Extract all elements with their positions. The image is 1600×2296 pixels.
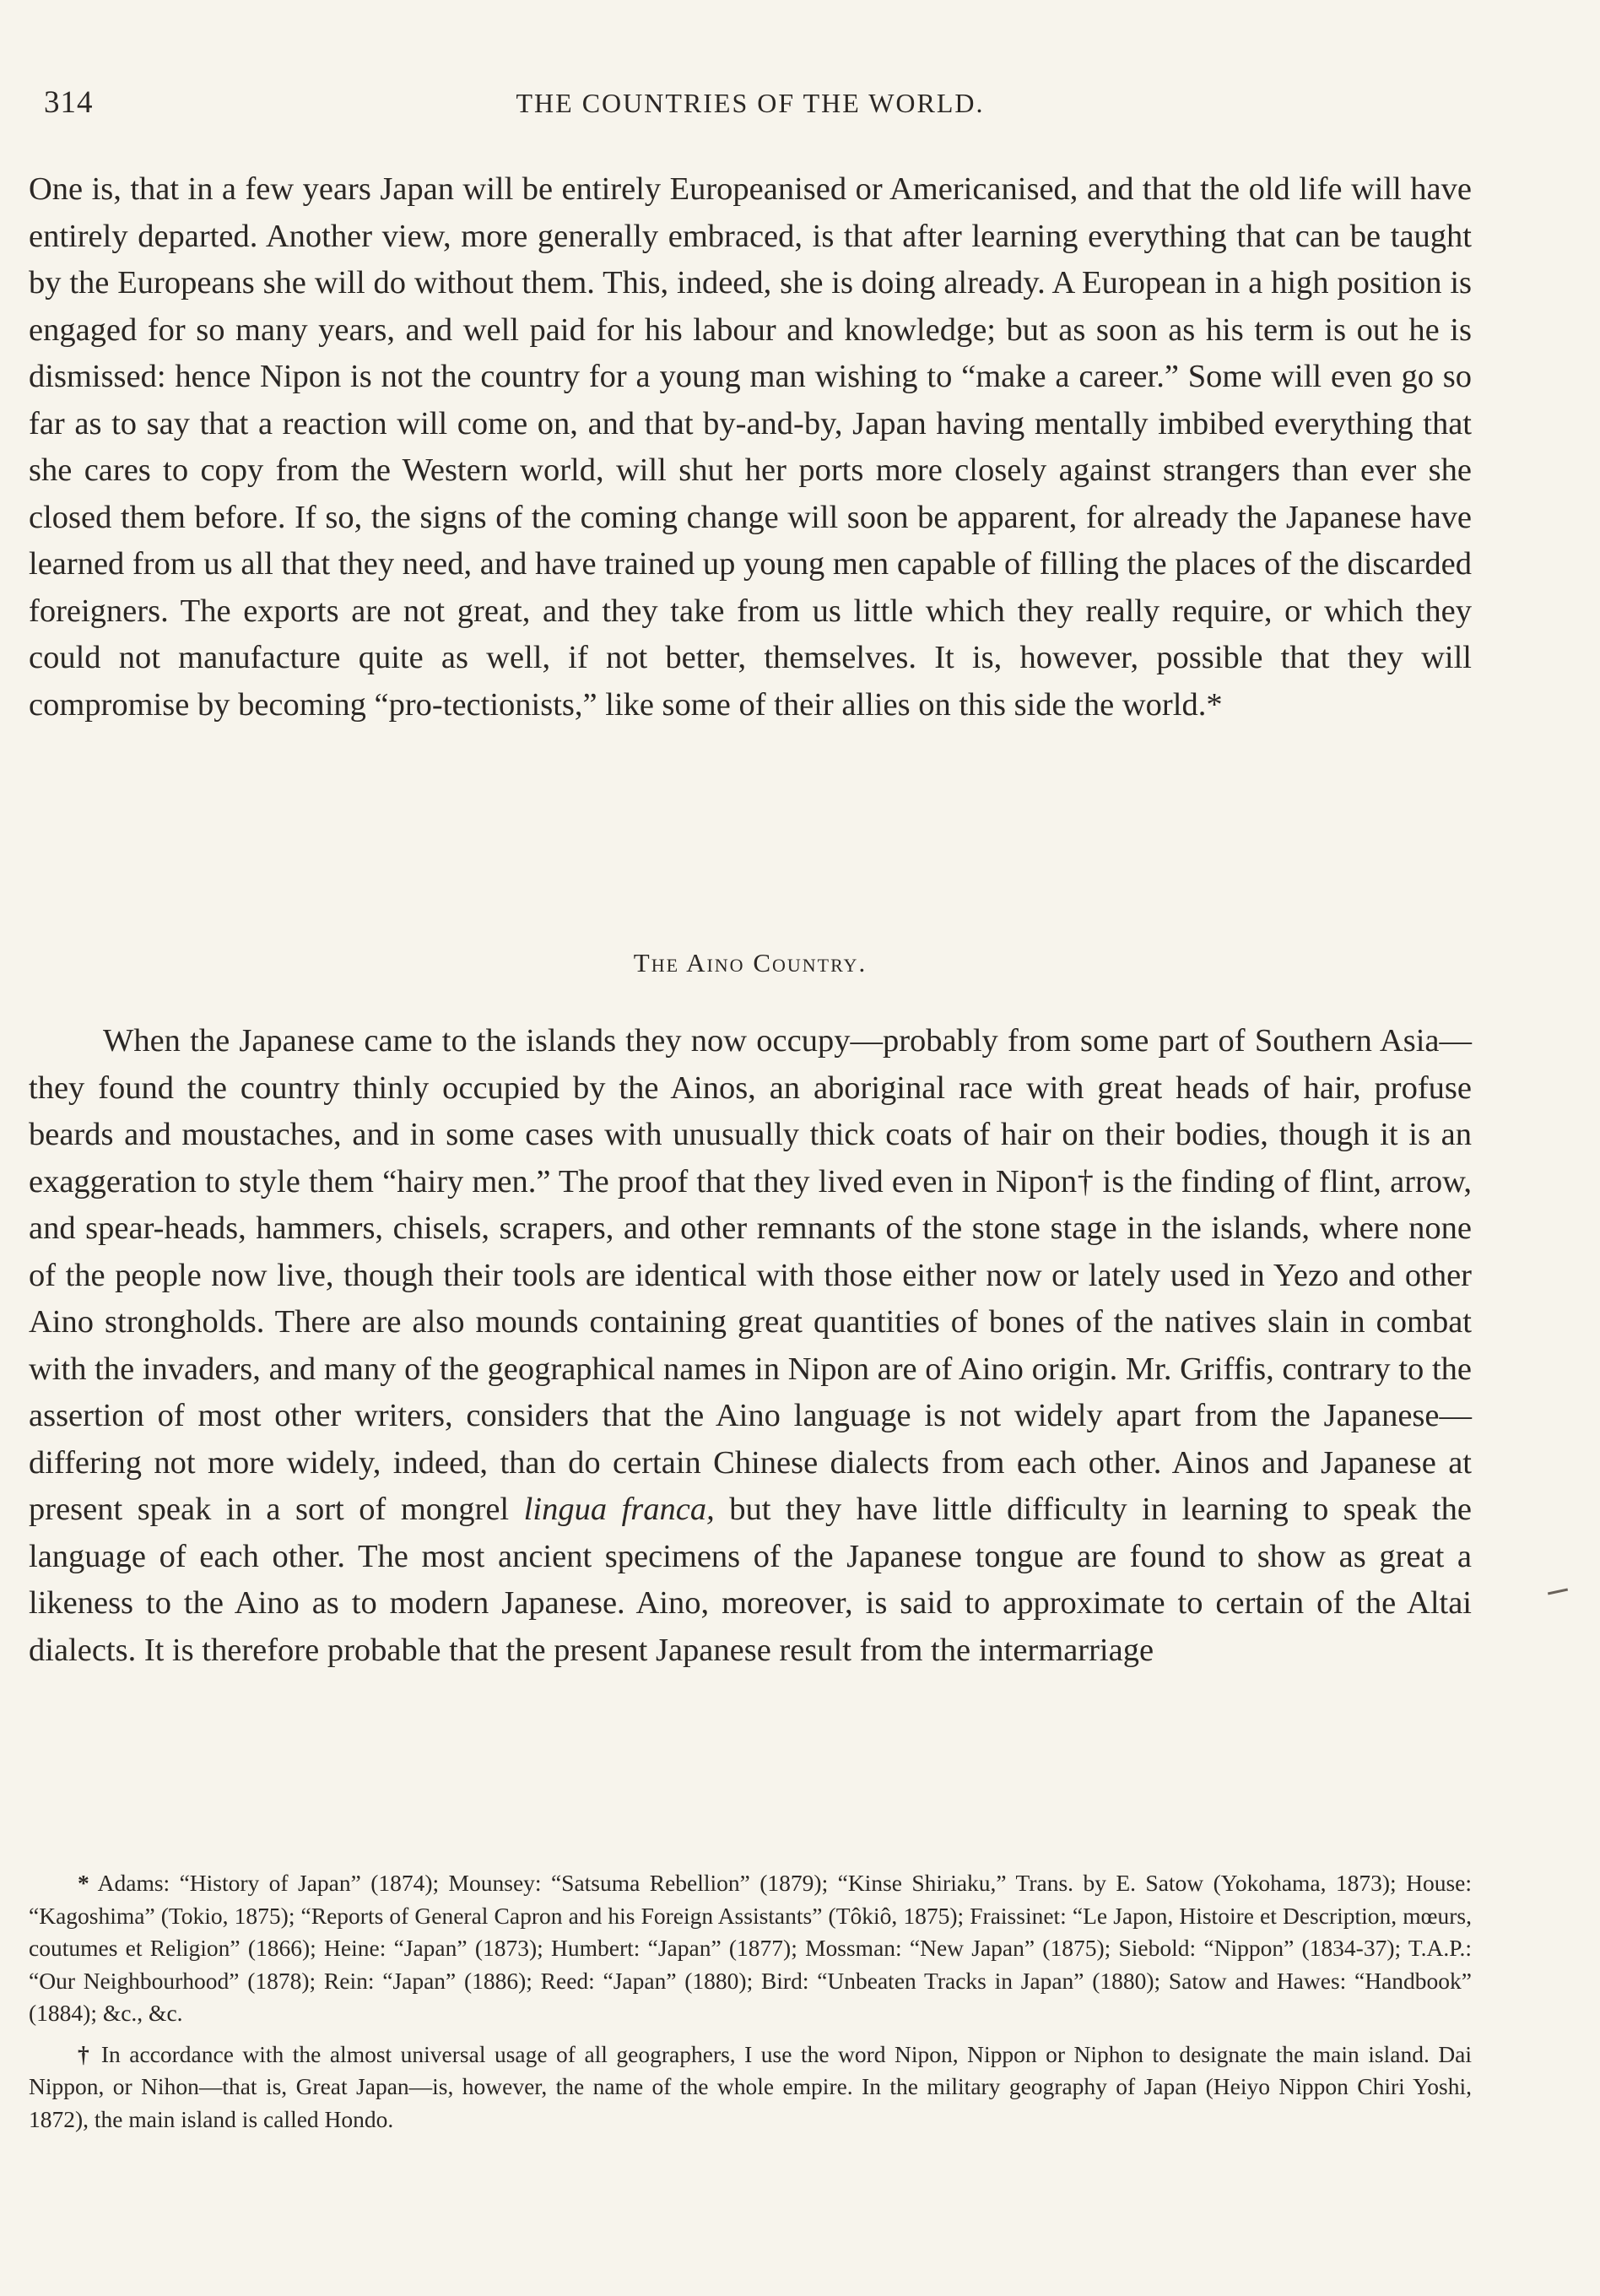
page-header — [29, 84, 1472, 127]
body-paragraph-1: One is, that in a few years Japan will be entirely Europeanised or Americanised, and that the old life will have entirely departed. Another view, more generally embraced, is that after learning everything that can be taught by the Europeans she will do without them. This, indeed, she is doing already. A European in a high position is engaged for so many years, and well paid for his labour and knowledge; but as soon as his term is out he is dismissed: hence Nipon is not the country for a young man wishing to “make a career.” Some will even go so far as to say that a reaction will come on, and that by-and-by, Japan having mentally imbibed everything that she cares to copy from the Western world, will shut her ports more closely against strangers than ever she closed them before. If so, the signs of the coming change will soon be apparent, for already the Japanese have learned from us all that they need, and have trained up young men capable of filling the places of the discarded foreigners. The exports are not great, and they take from us little which they really require, or which they could not manufacture quite as well, if not better, themselves. It is, however, possible that they will compromise by becoming “pro-tectionists,” like some of their allies on this side the world.* — [29, 171, 1472, 723]
italic-phrase-lingua-franca: lingua franca, — [523, 1492, 715, 1527]
footnote-text: In accordance with the almost universal usage of all geographers, I use the word Nipon, Nippon or Niphon to designate the main island. Dai Nippon, or Nihon—that is, Great Japan—is, however, the name of the whole empire. In the military geography of Japan (Heiyo Nippon Chiri Yoshi, 1872), the main island is called Hondo. — [29, 2040, 1473, 2132]
body-paragraph-2 — [29, 1018, 1472, 1674]
footnote-marker: † — [78, 2040, 93, 2067]
footnote-1 — [29, 1867, 1472, 2030]
footnote-text: Adams: “History of Japan” (1874); Mounsey: “Satsuma Rebellion” (1879); “Kinse Shiriaku,” Trans. by E. Satow (Yokohama, 1873); House: “Kagoshima” (Tokio, 1875); “Reports of General Capron and his Foreign Assistants” (Tôkiô, 1875); Fraissinet: “Le Japon, Histoire et Description, mœurs, coutumes et Religion” (1866); Heine: “Japan” (1873); Humbert: “Japan” (1877); Mossman: “New Japan” (1875); Siebold: “Nippon” (1834-37); T.A.P.: “Our Neighbourhood” (1878); Rein: “Japan” (1886); Reed: “Japan” (1880); Bird: “Unbeaten Tracks in Japan” (1880); Satow and Hawes: “Handbook” (1884); &c., &c. — [29, 1870, 1473, 2026]
running-title: THE COUNTRIES OF THE WORLD. — [516, 88, 985, 118]
page-number: 314 — [44, 85, 94, 120]
margin-mark — [1548, 1589, 1568, 1595]
paragraph-2-text-start: When the Japanese came to the islands they now occupy—probably from some part of Southern Asia—they found the country thinly occupied by the Ainos, an aboriginal race with great heads of hair, profuse beards and moustaches, and in some cases with unusually thick coats of hair on their bodies, though it is an exaggeration to style them “hairy men.” The proof that they lived even in Nipon† is the finding of flint, arrow, and spear-heads, hammers, chisels, scrapers, and other remnants of the stone stage in the islands, where none of the people now live, though their tools are identical with those either now or lately used in Yezo and other Aino strongholds. There are also mounds containing great quantities of bones of the natives slain in combat with the invaders, and many of the geographical names in Nipon are of Aino origin. Mr. Griffis, contrary to the assertion of most other writers, considers that the Aino language is not widely apart from the Japanese—differing not more widely, indeed, than do certain Chinese dialects from each other. Ainos and Japanese at present speak in a sort of mongrel — [29, 1023, 1472, 1527]
section-heading: The Aino Country. — [633, 948, 868, 977]
book-page — [29, 0, 1472, 2296]
footnote-2 — [29, 2039, 1472, 2136]
paragraph-2-text-end: but they have little difficulty in learning to speak the language of each other. The most ancient specimens of the Japanese tongue are found to show as great a likeness to the Aino as to modern Japanese. Aino, moreover, is said to approximate to certain of the Altai dialects. It is therefore probable that the present Japanese result from the intermarriage — [29, 1492, 1472, 1668]
footnotes — [29, 1867, 1472, 2144]
footnote-marker: * — [78, 1870, 89, 1896]
